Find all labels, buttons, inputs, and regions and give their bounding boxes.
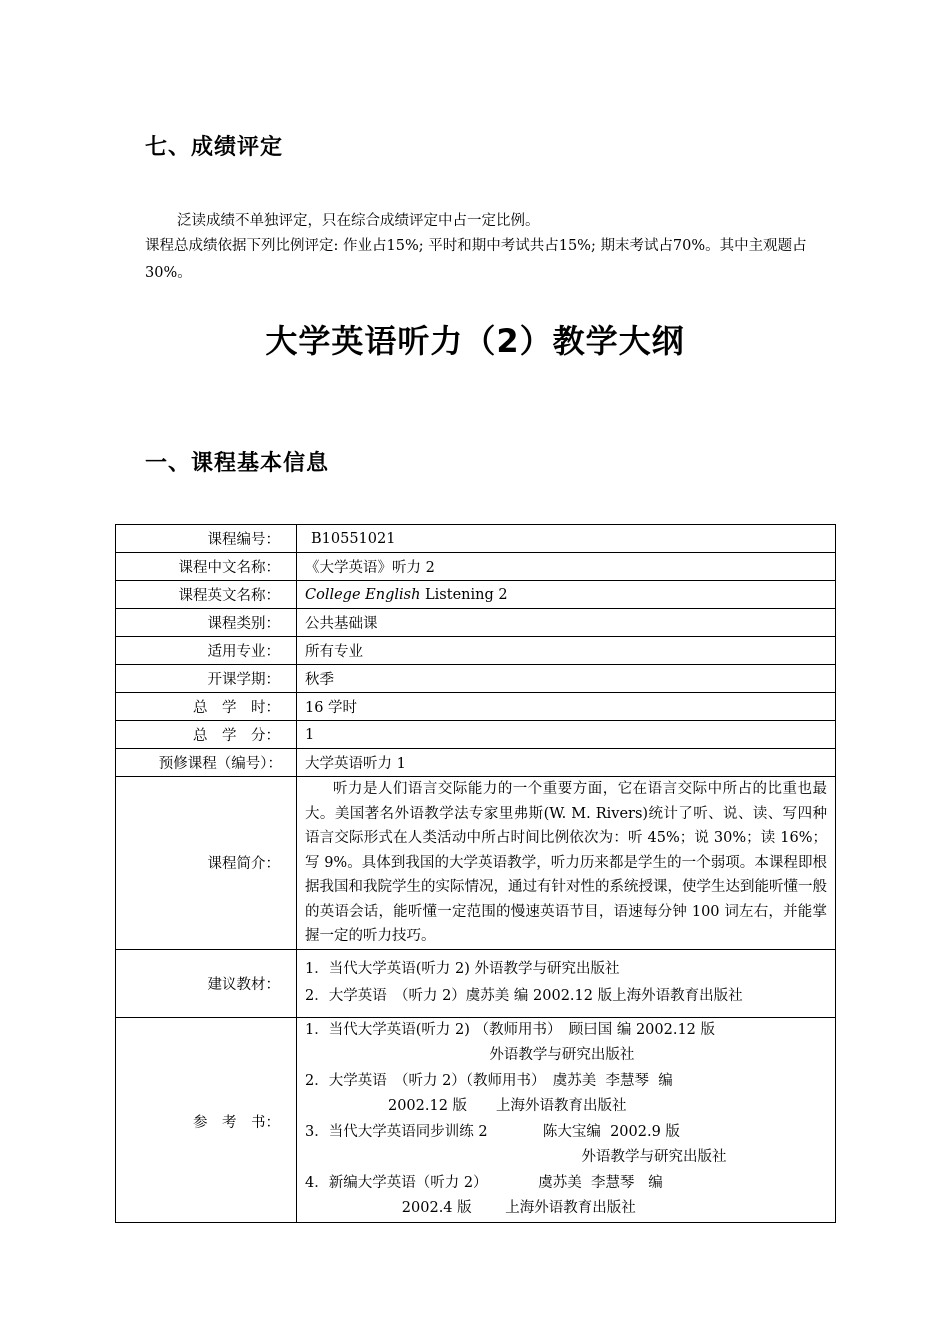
reference-line: 2002.4 版 上海外语教育出版社 bbox=[305, 1200, 636, 1216]
row-term bbox=[116, 665, 836, 693]
value-prereq: 大学英语听力 1 bbox=[297, 749, 836, 777]
textbook-item: 1．当代大学英语(听力 2) 外语教学与研究出版社 bbox=[305, 961, 620, 977]
label-references: 参 考 书： bbox=[116, 1017, 297, 1222]
reference-line: 2002.12 版 上海外语教育出版社 bbox=[305, 1098, 627, 1114]
row-category bbox=[116, 609, 836, 637]
section-heading-grading: 七、成绩评定 bbox=[145, 135, 284, 160]
reference-line: 2．大学英语 （听力 2）（教师用书） 虞苏美 李慧琴 编 bbox=[305, 1072, 673, 1089]
row-credits bbox=[116, 721, 836, 749]
label-prereq: 预修课程（编号）： bbox=[116, 749, 297, 777]
value-term: 秋季 bbox=[297, 665, 836, 693]
value-textbooks bbox=[297, 949, 836, 1017]
textbook-item: 2．大学英语 （听力 2）虞苏美 编 2002.12 版上海外语教育出版社 bbox=[305, 988, 743, 1004]
row-cn-name bbox=[116, 553, 836, 581]
document-title: 大学英语听力（2）教学大纲 bbox=[265, 322, 685, 360]
label-hours: 总 学 时： bbox=[116, 693, 297, 721]
label-major: 适用专业： bbox=[116, 637, 297, 665]
row-references bbox=[116, 1017, 836, 1222]
reference-line: 外语教学与研究出版社 bbox=[305, 1047, 635, 1063]
reference-line: 3．当代大学英语同步训练 2 陈大宝编 2002.9 版 bbox=[305, 1123, 680, 1140]
label-intro: 课程简介： bbox=[116, 777, 297, 950]
row-intro bbox=[116, 777, 836, 950]
value-credits: 1 bbox=[297, 721, 836, 749]
label-term: 开课学期： bbox=[116, 665, 297, 693]
grading-paragraph-2: 课程总成绩依据下列比例评定: 作业占15%; 平时和期中考试共占15%; 期末考试占70%。其中主观题占30%。 bbox=[145, 238, 807, 281]
value-en-name-rest: Listening 2 bbox=[420, 586, 508, 603]
value-en-name-italic: College English bbox=[305, 586, 421, 603]
value-category: 公共基础课 bbox=[297, 609, 836, 637]
reference-line: 4．新编大学英语（听力 2） 虞苏美 李慧琴 编 bbox=[305, 1174, 663, 1191]
label-category: 课程类别： bbox=[116, 609, 297, 637]
row-en-name bbox=[116, 581, 836, 609]
reference-line: 1．当代大学英语(听力 2) （教师用书） 顾曰国 编 2002.12 版 bbox=[305, 1021, 716, 1038]
label-cn-name: 课程中文名称： bbox=[116, 553, 297, 581]
value-hours: 16 学时 bbox=[297, 693, 836, 721]
label-credits: 总 学 分： bbox=[116, 721, 297, 749]
grading-paragraph-1: 泛读成绩不单独评定，只在综合成绩评定中占一定比例。 bbox=[177, 213, 540, 229]
row-course-code bbox=[116, 525, 836, 553]
section-heading-basic-info: 一、课程基本信息 bbox=[145, 451, 330, 476]
row-textbooks bbox=[116, 949, 836, 1017]
label-course-code: 课程编号： bbox=[116, 525, 297, 553]
row-major bbox=[116, 637, 836, 665]
value-references bbox=[297, 1017, 836, 1222]
value-cn-name: 《大学英语》听力 2 bbox=[297, 553, 836, 581]
label-en-name: 课程英文名称： bbox=[116, 581, 297, 609]
row-hours bbox=[116, 693, 836, 721]
course-info-table bbox=[115, 524, 836, 1223]
row-prereq bbox=[116, 749, 836, 777]
value-en-name bbox=[297, 581, 836, 609]
value-intro: 听力是人们语言交际能力的一个重要方面，它在语言交际中所占的比重也最大。美国著名外语教学法专家里弗斯(W. M. Rivers)统计了听、说、读、写四种语言交际形式在人类活动中所占时间比例依次为：听 45%；说 30%；读 16%；写 9%。具体到我国的大学英语教学，听力历来都是学生的一个弱项。本课程即根据我国和我院学生的实际情况，通过有针对性的系统授课，使学生达到能听懂一般的英语会话，能听懂一定范围的慢速英语节目，语速每分钟 100 词左右，并能掌握一定的听力技巧。 bbox=[297, 777, 836, 950]
value-course-code: B10551021 bbox=[297, 525, 836, 553]
reference-line: 外语教学与研究出版社 bbox=[305, 1149, 727, 1165]
value-major: 所有专业 bbox=[297, 637, 836, 665]
label-textbooks: 建议教材： bbox=[116, 949, 297, 1017]
